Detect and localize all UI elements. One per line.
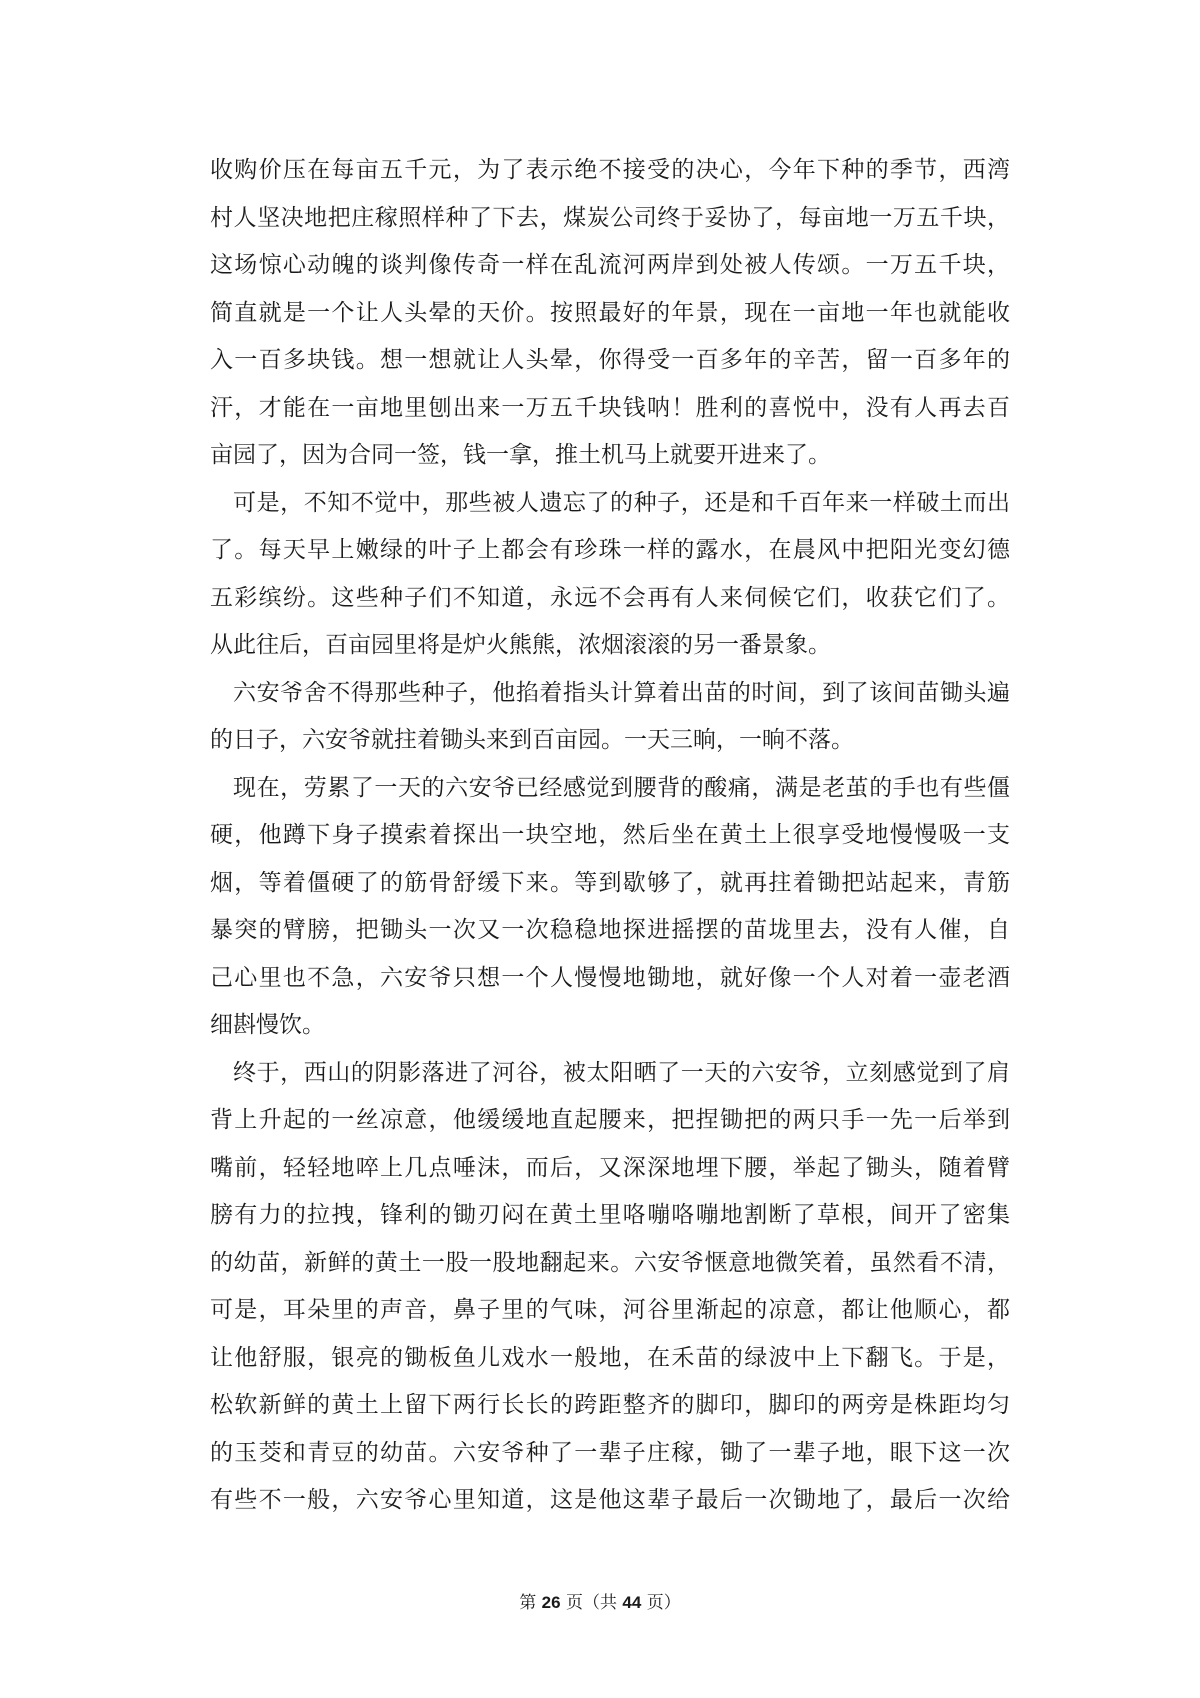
text-line: 嘴前，轻轻地啐上几点唾沫，而后，又深深地埋下腰，举起了锄头，随着臂 — [210, 1154, 1010, 1181]
text-line: 有些不一般，六安爷心里知道，这是他这辈子最后一次锄地了，最后一次给 — [210, 1487, 1010, 1513]
text-line: 这场惊心动魄的谈判像传奇一样在乱流河两岸到处被人传颂。一万五千块， — [210, 252, 1010, 278]
text-line: 硬，他蹲下身子摸索着探出一块空地，然后坐在黄土上很享受地慢慢吸一支 — [210, 822, 1010, 848]
text-line: 了。每天早上嫩绿的叶子上都会有珍珠一样的露水，在晨风中把阳光变幻德 — [210, 537, 1010, 563]
text-line: 收购价压在每亩五千元，为了表示绝不接受的决心，今年下种的季节，西湾 — [210, 157, 1010, 183]
text-line: 从此往后，百亩园里将是炉火熊熊，浓烟滚滚的另一番景象。 — [210, 632, 831, 658]
text-line: 的幼苗，新鲜的黄土一股一股地翻起来。六安爷惬意地微笑着，虽然看不清， — [210, 1249, 1010, 1276]
text-line: 六安爷舍不得那些种子，他掐着指头计算着出苗的时间，到了该间苗锄头遍 — [233, 679, 1010, 706]
text-line: 暴突的臂膀，把锄头一次又一次稳稳地探进摇摆的苗垅里去，没有人催，自 — [210, 917, 1010, 943]
text-line: 终于，西山的阴影落进了河谷，被太阳晒了一天的六安爷，立刻感觉到了肩 — [233, 1059, 1010, 1086]
body-text — [210, 147, 1010, 1525]
text-line: 简直就是一个让人头晕的天价。按照最好的年景，现在一亩地一年也就能收 — [210, 299, 1010, 326]
text-line: 的玉茭和青豆的幼苗。六安爷种了一辈子庄稼，锄了一辈子地，眼下这一次 — [210, 1439, 1010, 1466]
text-line: 可是，不知不觉中，那些被人遗忘了的种子，还是和千百年来一样破土而出 — [233, 489, 1010, 516]
footer-prefix: 第 — [519, 1593, 537, 1613]
text-line: 的日子，六安爷就拄着锄头来到百亩园。一天三晌，一晌不落。 — [210, 727, 854, 753]
text-line: 松软新鲜的黄土上留下两行长长的跨距整齐的脚印，脚印的两旁是株距均匀 — [210, 1392, 1010, 1418]
text-line: 己心里也不急，六安爷只想一个人慢慢地锄地，就好像一个人对着一壶老酒 — [210, 964, 1010, 991]
text-line: 烟，等着僵硬了的筋骨舒缓下来。等到歇够了，就再拄着锄把站起来，青筋 — [210, 869, 1010, 896]
text-line: 村人坚决地把庄稼照样种了下去，煤炭公司终于妥协了，每亩地一万五千块， — [210, 204, 1010, 231]
text-line: 现在，劳累了一天的六安爷已经感觉到腰背的酸痛，满是老茧的手也有些僵 — [233, 774, 1010, 801]
text-line: 汗，才能在一亩地里刨出来一万五千块钱呐！胜利的喜悦中，没有人再去百 — [210, 394, 1010, 421]
text-line: 五彩缤纷。这些种子们不知道，永远不会再有人来伺候它们，收获它们了。 — [210, 584, 1010, 611]
text-line: 膀有力的拉拽，锋利的锄刃闷在黄土里咯嘣咯嘣地割断了草根，间开了密集 — [210, 1202, 1010, 1228]
text-line: 可是，耳朵里的声音，鼻子里的气味，河谷里渐起的凉意，都让他顺心，都 — [210, 1297, 1010, 1323]
text-line: 让他舒服，银亮的锄板鱼儿戏水一般地，在禾苗的绿波中上下翻飞。于是， — [210, 1344, 1010, 1371]
footer-suffix: 页） — [646, 1593, 681, 1613]
footer-middle: 页（共 — [566, 1593, 617, 1613]
text-line: 入一百多块钱。想一想就让人头晕，你得受一百多年的辛苦，留一百多年的 — [210, 347, 1010, 373]
footer-total-pages: 44 — [622, 1593, 642, 1612]
footer-page-number: 26 — [541, 1593, 561, 1612]
page-footer — [0, 1592, 1200, 1614]
text-line: 细斟慢饮。 — [210, 1012, 325, 1038]
text-line: 亩园了，因为合同一签，钱一拿，推土机马上就要开进来了。 — [210, 442, 831, 468]
text-line: 背上升起的一丝凉意，他缓缓地直起腰来，把捏锄把的两只手一先一后举到 — [210, 1107, 1010, 1133]
